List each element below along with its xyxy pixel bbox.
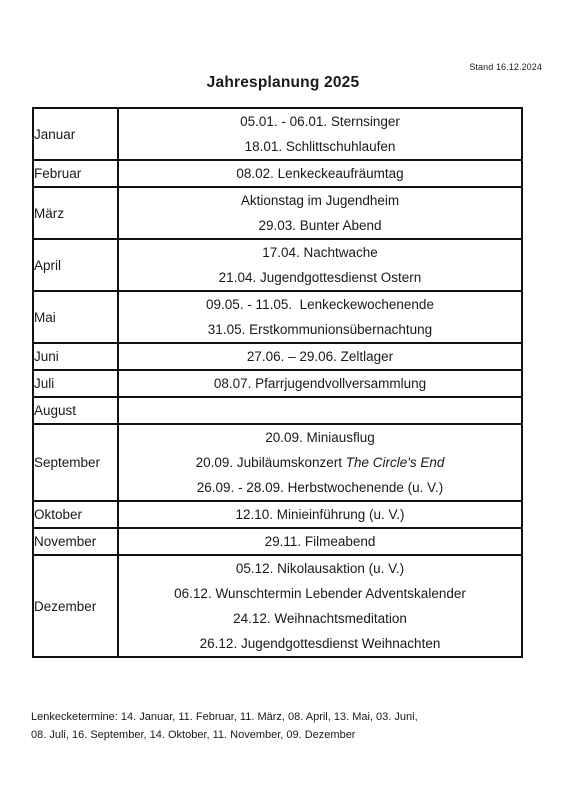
event-item: 29.11. Filmeabend bbox=[264, 534, 376, 549]
table-row-januar bbox=[33, 108, 522, 160]
events-cell bbox=[118, 343, 522, 370]
table-row-august bbox=[33, 397, 522, 424]
footer-note bbox=[31, 708, 531, 744]
events-cell bbox=[118, 397, 522, 424]
event-item: 08.07. Pfarrjugendvollversammlung bbox=[213, 376, 427, 391]
events-cell bbox=[118, 370, 522, 397]
event-item: 27.06. – 29.06. Zeltlager bbox=[246, 349, 394, 364]
month-cell: April bbox=[33, 239, 118, 291]
event-text: 20.09. Jubiläumskonzert bbox=[195, 455, 346, 470]
month-cell: Dezember bbox=[33, 555, 118, 657]
events-cell bbox=[118, 239, 522, 291]
event-item: 12.10. Minieinführung (u. V.) bbox=[235, 507, 405, 522]
footer-line: 08. Juli, 16. September, 14. Oktober, 11. November, 09. Dezember bbox=[31, 729, 356, 741]
table-row-april bbox=[33, 239, 522, 291]
event-item: 09.05. - 11.05. Lenkeckewochenende bbox=[206, 297, 434, 312]
annual-plan-body bbox=[33, 108, 522, 657]
event-item: 20.09. Miniausflug bbox=[265, 430, 375, 445]
month-cell: Februar bbox=[33, 160, 118, 187]
events-cell bbox=[118, 291, 522, 343]
month-cell: Mai bbox=[33, 291, 118, 343]
event-item: 31.05. Erstkommunionsübernachtung bbox=[207, 322, 433, 337]
footer-line: Lenkecketermine: 14. Januar, 11. Februar, 11. März, 08. April, 13. Mai, 03. Juni, bbox=[31, 711, 418, 723]
month-cell: August bbox=[33, 397, 118, 424]
events-cell bbox=[118, 160, 522, 187]
table-row-juni bbox=[33, 343, 522, 370]
table-row-september bbox=[33, 424, 522, 501]
stand-date: Stand 16.12.2024 bbox=[469, 62, 542, 72]
page-title: Jahresplanung 2025 bbox=[206, 74, 360, 91]
event-item bbox=[119, 450, 521, 475]
table-row-juli bbox=[33, 370, 522, 397]
events-cell bbox=[118, 555, 522, 657]
event-item: 17.04. Nachtwache bbox=[262, 245, 378, 260]
table-row-oktober bbox=[33, 501, 522, 528]
event-item: 05.01. - 06.01. Sternsinger bbox=[240, 114, 400, 129]
events-cell bbox=[118, 501, 522, 528]
month-cell: März bbox=[33, 187, 118, 239]
month-cell: Oktober bbox=[33, 501, 118, 528]
month-cell: Juni bbox=[33, 343, 118, 370]
month-cell: November bbox=[33, 528, 118, 555]
event-item: 06.12. Wunschtermin Lebender Adventskalender bbox=[174, 586, 466, 601]
month-cell: September bbox=[33, 424, 118, 501]
annual-plan-table bbox=[32, 107, 523, 658]
concert-title: The Circle's End bbox=[345, 455, 445, 470]
event-item: 05.12. Nikolausaktion (u. V.) bbox=[235, 561, 405, 576]
event-item: 29.03. Bunter Abend bbox=[258, 218, 382, 233]
event-item: 26.12. Jugendgottesdienst Weihnachten bbox=[199, 636, 441, 651]
event-item: 08.02. Lenkeckeaufräumtag bbox=[236, 166, 404, 181]
table-row-februar bbox=[33, 160, 522, 187]
event-item: 18.01. Schlittschuhlaufen bbox=[244, 139, 396, 154]
table-row-november bbox=[33, 528, 522, 555]
event-item: 24.12. Weihnachtsmeditation bbox=[233, 611, 407, 626]
month-cell: Juli bbox=[33, 370, 118, 397]
table-row-mai bbox=[33, 291, 522, 343]
table-row-maerz bbox=[33, 187, 522, 239]
events-cell bbox=[118, 187, 522, 239]
event-item: 21.04. Jugendgottesdienst Ostern bbox=[218, 270, 422, 285]
event-item: 26.09. - 28.09. Herbstwochenende (u. V.) bbox=[196, 480, 444, 495]
table-row-dezember bbox=[33, 555, 522, 657]
events-cell bbox=[118, 108, 522, 160]
event-item: Aktionstag im Jugendheim bbox=[240, 193, 400, 208]
events-cell bbox=[118, 424, 522, 501]
month-cell: Januar bbox=[33, 108, 118, 160]
events-cell bbox=[118, 528, 522, 555]
